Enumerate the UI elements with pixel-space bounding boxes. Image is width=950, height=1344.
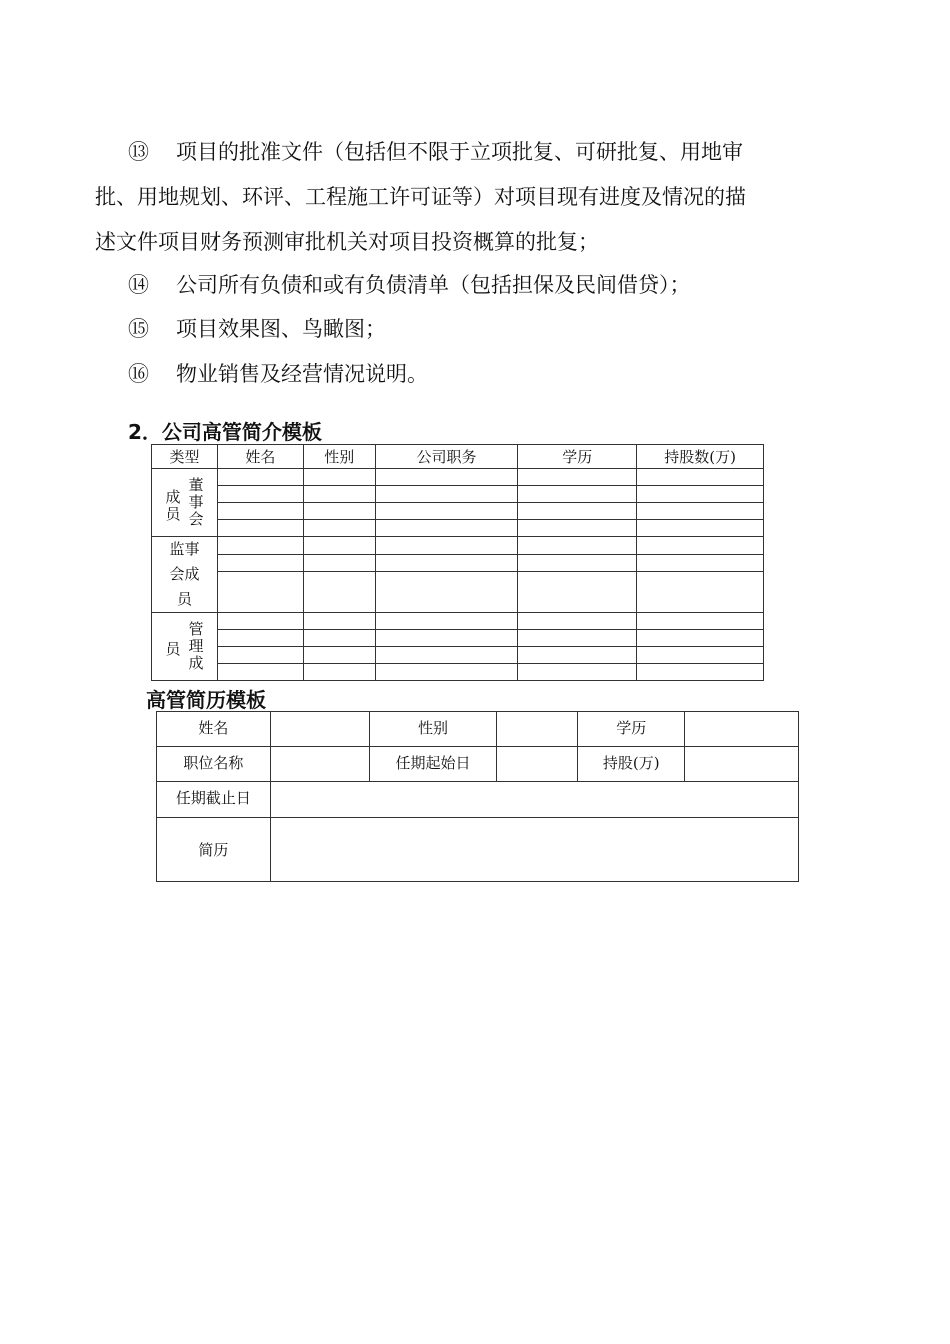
item-text: 物业销售及经营情况说明。	[176, 362, 428, 386]
item-number: ⑬	[128, 140, 149, 164]
table-row	[152, 630, 764, 647]
table-row	[157, 712, 799, 747]
header-position: 公司职务	[375, 445, 518, 469]
item-number: ⑭	[128, 273, 149, 297]
label-education: 学历	[578, 712, 685, 747]
table-row	[157, 782, 799, 818]
table-row	[157, 818, 799, 882]
value-term-end	[270, 782, 798, 818]
item-text-line3: 述文件项目财务预测审批机关对项目投资概算的批复；	[95, 230, 599, 254]
table-header-row	[152, 445, 764, 469]
label-term-end: 任期截止日	[157, 782, 271, 818]
label-term-start: 任期起始日	[369, 747, 497, 782]
value-term-start	[497, 747, 578, 782]
label-name: 姓名	[157, 712, 271, 747]
header-gender: 性别	[303, 445, 375, 469]
table-row	[157, 747, 799, 782]
table-row	[152, 647, 764, 664]
label-shares: 持股(万)	[578, 747, 685, 782]
value-shares	[685, 747, 799, 782]
list-item-16	[128, 359, 428, 389]
table-row	[152, 664, 764, 681]
group-board-label: 成 员 董 事 会	[152, 469, 218, 537]
table-row	[152, 486, 764, 503]
value-name	[270, 712, 369, 747]
table-row	[152, 613, 764, 630]
item-number: ⑯	[128, 362, 149, 386]
section-title: 2．公司高管简介模板	[128, 420, 322, 444]
item-text-line2: 批、用地规划、环评、工程施工许可证等）对项目现有进度及情况的描	[95, 185, 746, 209]
value-position	[270, 747, 369, 782]
table-row	[152, 572, 764, 613]
item-number: ⑮	[128, 317, 149, 341]
executive-summary-table	[151, 444, 764, 681]
label-position: 职位名称	[157, 747, 271, 782]
table-row	[152, 520, 764, 537]
value-cv	[270, 818, 798, 882]
list-item-14	[128, 270, 691, 300]
group-supervisory-label: 监事 会成 员	[152, 537, 218, 613]
header-education: 学历	[518, 445, 637, 469]
item-text-line1: 项目的批准文件（包括但不限于立项批复、可研批复、用地审	[176, 140, 743, 164]
label-gender: 性别	[369, 712, 497, 747]
table-row	[152, 555, 764, 572]
group-management-label: 员 管 理 成	[152, 613, 218, 681]
value-gender	[497, 712, 578, 747]
executive-resume-table	[156, 711, 799, 882]
header-type: 类型	[152, 445, 218, 469]
value-education	[685, 712, 799, 747]
table-row	[152, 469, 764, 486]
list-item-15	[128, 314, 386, 344]
header-name: 姓名	[217, 445, 303, 469]
table-row	[152, 503, 764, 520]
header-shares: 持股数(万)	[637, 445, 764, 469]
item-text: 公司所有负债和或有负债清单（包括担保及民间借贷）；	[176, 273, 691, 297]
table-row	[152, 537, 764, 555]
label-cv: 简历	[157, 818, 271, 882]
resume-title: 高管简历模板	[146, 688, 266, 712]
item-text: 项目效果图、鸟瞰图；	[176, 317, 386, 341]
